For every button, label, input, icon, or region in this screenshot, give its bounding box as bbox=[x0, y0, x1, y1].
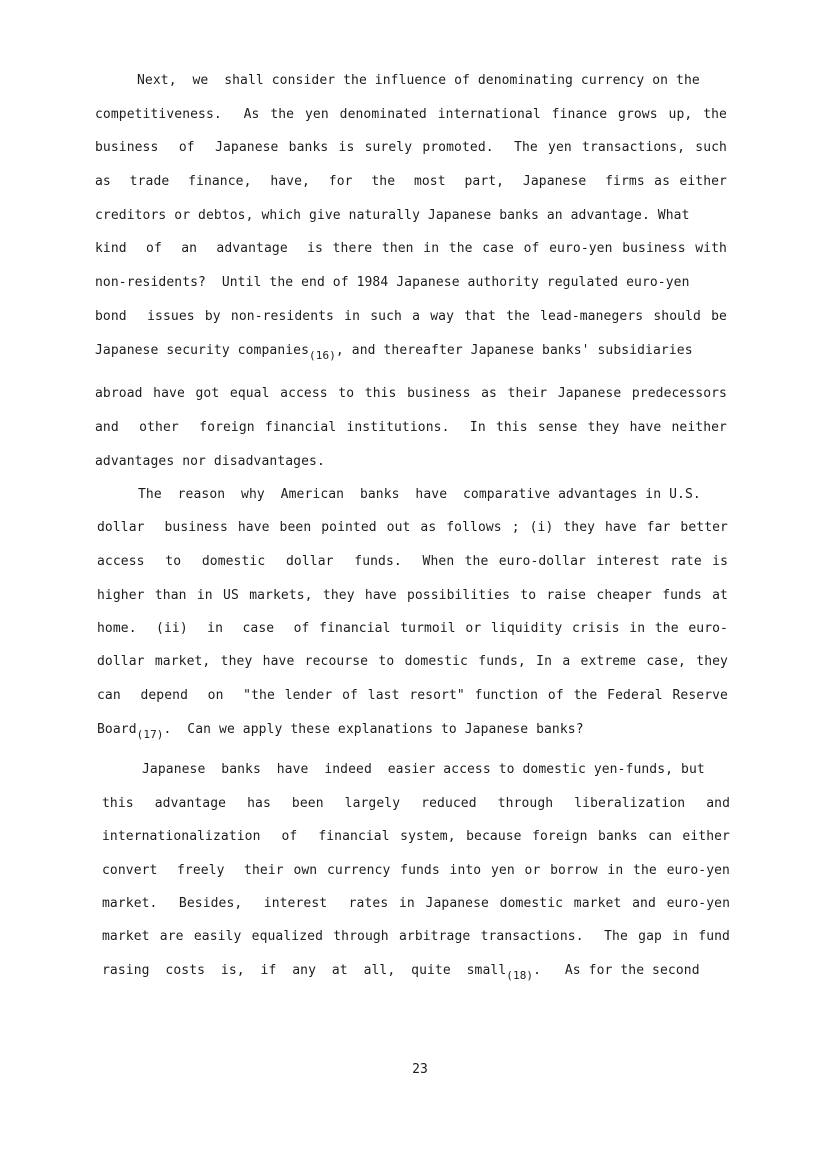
text-line: as trade finance, have, for the most part, Japanese firms as either bbox=[95, 174, 727, 189]
text-segment: . As for the second bbox=[533, 963, 700, 978]
text-line: competitiveness. As the yen denominated international finance grows up, the bbox=[95, 107, 727, 122]
text-line-with-footnote bbox=[95, 343, 693, 364]
text-line: can depend on "the lender of last resort" function of the Federal Reserve bbox=[97, 688, 728, 703]
text-line: bond issues by non-residents in such a way that the lead-manegers should be bbox=[95, 309, 727, 324]
text-line: internationalization of financial system, because foreign banks can either bbox=[102, 829, 730, 844]
text-line: non-residents? Until the end of 1984 Japanese authority regulated euro-yen bbox=[95, 275, 690, 290]
text-line-with-footnote bbox=[102, 963, 700, 984]
text-line: advantages nor disadvantages. bbox=[95, 454, 325, 469]
text-line: dollar business have been pointed out as follows ; (i) they have far better bbox=[97, 520, 728, 535]
text-line: Japanese banks have indeed easier access to domestic yen-funds, but bbox=[142, 762, 705, 777]
text-segment: . Can we apply these explanations to Japanese banks? bbox=[163, 722, 584, 737]
text-line: Next, we shall consider the influence of denominating currency on the bbox=[137, 73, 700, 88]
text-line: access to domestic dollar funds. When the euro-dollar interest rate is bbox=[97, 554, 728, 569]
text-line: kind of an advantage is there then in the case of euro-yen business with bbox=[95, 241, 727, 256]
text-line-with-footnote bbox=[97, 722, 584, 743]
footnote-ref: (16) bbox=[309, 349, 336, 362]
text-line: business of Japanese banks is surely promoted. The yen transactions, such bbox=[95, 140, 727, 155]
footnote-ref: (17) bbox=[136, 728, 164, 741]
text-line: dollar market, they have recourse to domestic funds, In a extreme case, they bbox=[97, 654, 728, 669]
text-line: this advantage has been largely reduced through liberalization and bbox=[102, 796, 730, 811]
text-line: market are easily equalized through arbitrage transactions. The gap in fund bbox=[102, 929, 730, 944]
text-segment: Japanese security companies bbox=[95, 343, 310, 358]
text-segment: , and thereafter Japanese banks' subsidiaries bbox=[335, 343, 693, 358]
text-segment: rasing costs is, if any at all, quite small bbox=[102, 963, 507, 978]
text-line: higher than in US markets, they have possibilities to raise cheaper funds at bbox=[97, 588, 728, 603]
text-line: creditors or debtos, which give naturally Japanese banks an advantage. What bbox=[95, 208, 690, 223]
text-line: home. (ii) in case of financial turmoil or liquidity crisis in the euro- bbox=[97, 621, 728, 636]
text-line: The reason why American banks have comparative advantages in U.S. bbox=[138, 487, 701, 502]
page-number: 23 bbox=[412, 1062, 428, 1077]
text-line: market. Besides, interest rates in Japanese domestic market and euro-yen bbox=[102, 896, 730, 911]
footnote-ref: (18) bbox=[506, 969, 534, 982]
text-segment: Board bbox=[97, 722, 137, 737]
text-line: and other foreign financial institutions. In this sense they have neither bbox=[95, 420, 727, 435]
text-line: convert freely their own currency funds into yen or borrow in the euro-yen bbox=[102, 863, 730, 878]
text-line: abroad have got equal access to this business as their Japanese predecessors bbox=[95, 386, 727, 401]
